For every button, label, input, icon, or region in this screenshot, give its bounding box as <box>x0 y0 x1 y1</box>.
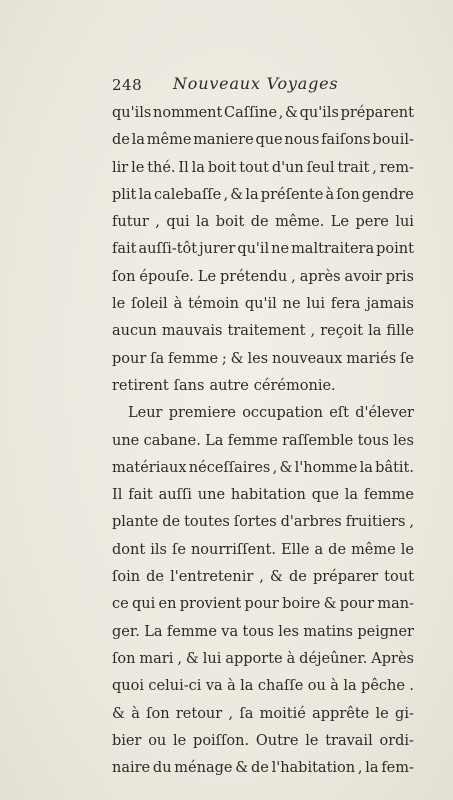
text-line: futur , qui la boit de même. Le pere lui <box>112 214 414 231</box>
running-head <box>112 74 412 100</box>
text-line: aucun mauvais traitement , reçoit la fille <box>112 323 414 340</box>
text-line: le ſoleil à témoin qu'il ne lui fera jamais <box>112 296 414 313</box>
text-line: ſoin de l'entretenir , & de préparer tout <box>112 569 414 586</box>
text-line: de la même maniere que nous faiſons bouil- <box>112 132 414 149</box>
running-title: Nouveaux Voyages <box>173 74 339 93</box>
text-line: plante de toutes ſortes d'arbres fruitiers , <box>112 514 414 531</box>
text-line: quoi celui-ci va à la chaſſe ou à la pêche . <box>112 678 414 695</box>
text-line: naire du ménage & de l'habitation , la fem- <box>112 760 414 777</box>
text-line: qu'ils nomment Caſſine , & qu'ils préparent <box>112 105 414 121</box>
text-line: pour ſa femme ; & les nouveaux mariés ſe <box>112 350 414 367</box>
text-line: & à ſon retour , ſa moitié apprête le gi- <box>112 705 414 722</box>
text-line: ger. La femme va tous les matins peigner <box>112 623 414 640</box>
text-line: ce qui en provient pour boire & pour man- <box>112 596 414 613</box>
text-line: Il fait auſſi une habitation que la femme <box>112 487 414 504</box>
text-line: dont ils ſe nourriſſent. Elle a de même le <box>112 541 414 558</box>
text-line: fait auſſi-tôt jurer qu'il ne maltraitera point <box>112 241 414 258</box>
text-line: ſon épouſe. Le prétendu , après avoir pris <box>112 268 414 285</box>
text-line: bier ou le poiſſon. Outre le travail ordi- <box>112 732 414 749</box>
text-line: lir le thé. Il la boit tout d'un ſeul trait , rem- <box>112 159 414 176</box>
text-line: plit la calebaſſe , & la préſente à ſon gendre <box>112 186 414 203</box>
text-line: matériaux néceſſaires , & l'homme la bâtit. <box>112 459 414 476</box>
text-line: retirent ſans autre cérémonie. <box>112 377 336 394</box>
text-line: ſon mari , & lui apporte à déjeûner. Après <box>112 650 414 667</box>
text-line: une cabane. La femme raſſemble tous les <box>112 432 414 449</box>
page-number: 248 <box>112 76 143 94</box>
text-line: Leur premiere occupation eſt d'élever <box>128 405 414 422</box>
body-text <box>112 100 414 782</box>
